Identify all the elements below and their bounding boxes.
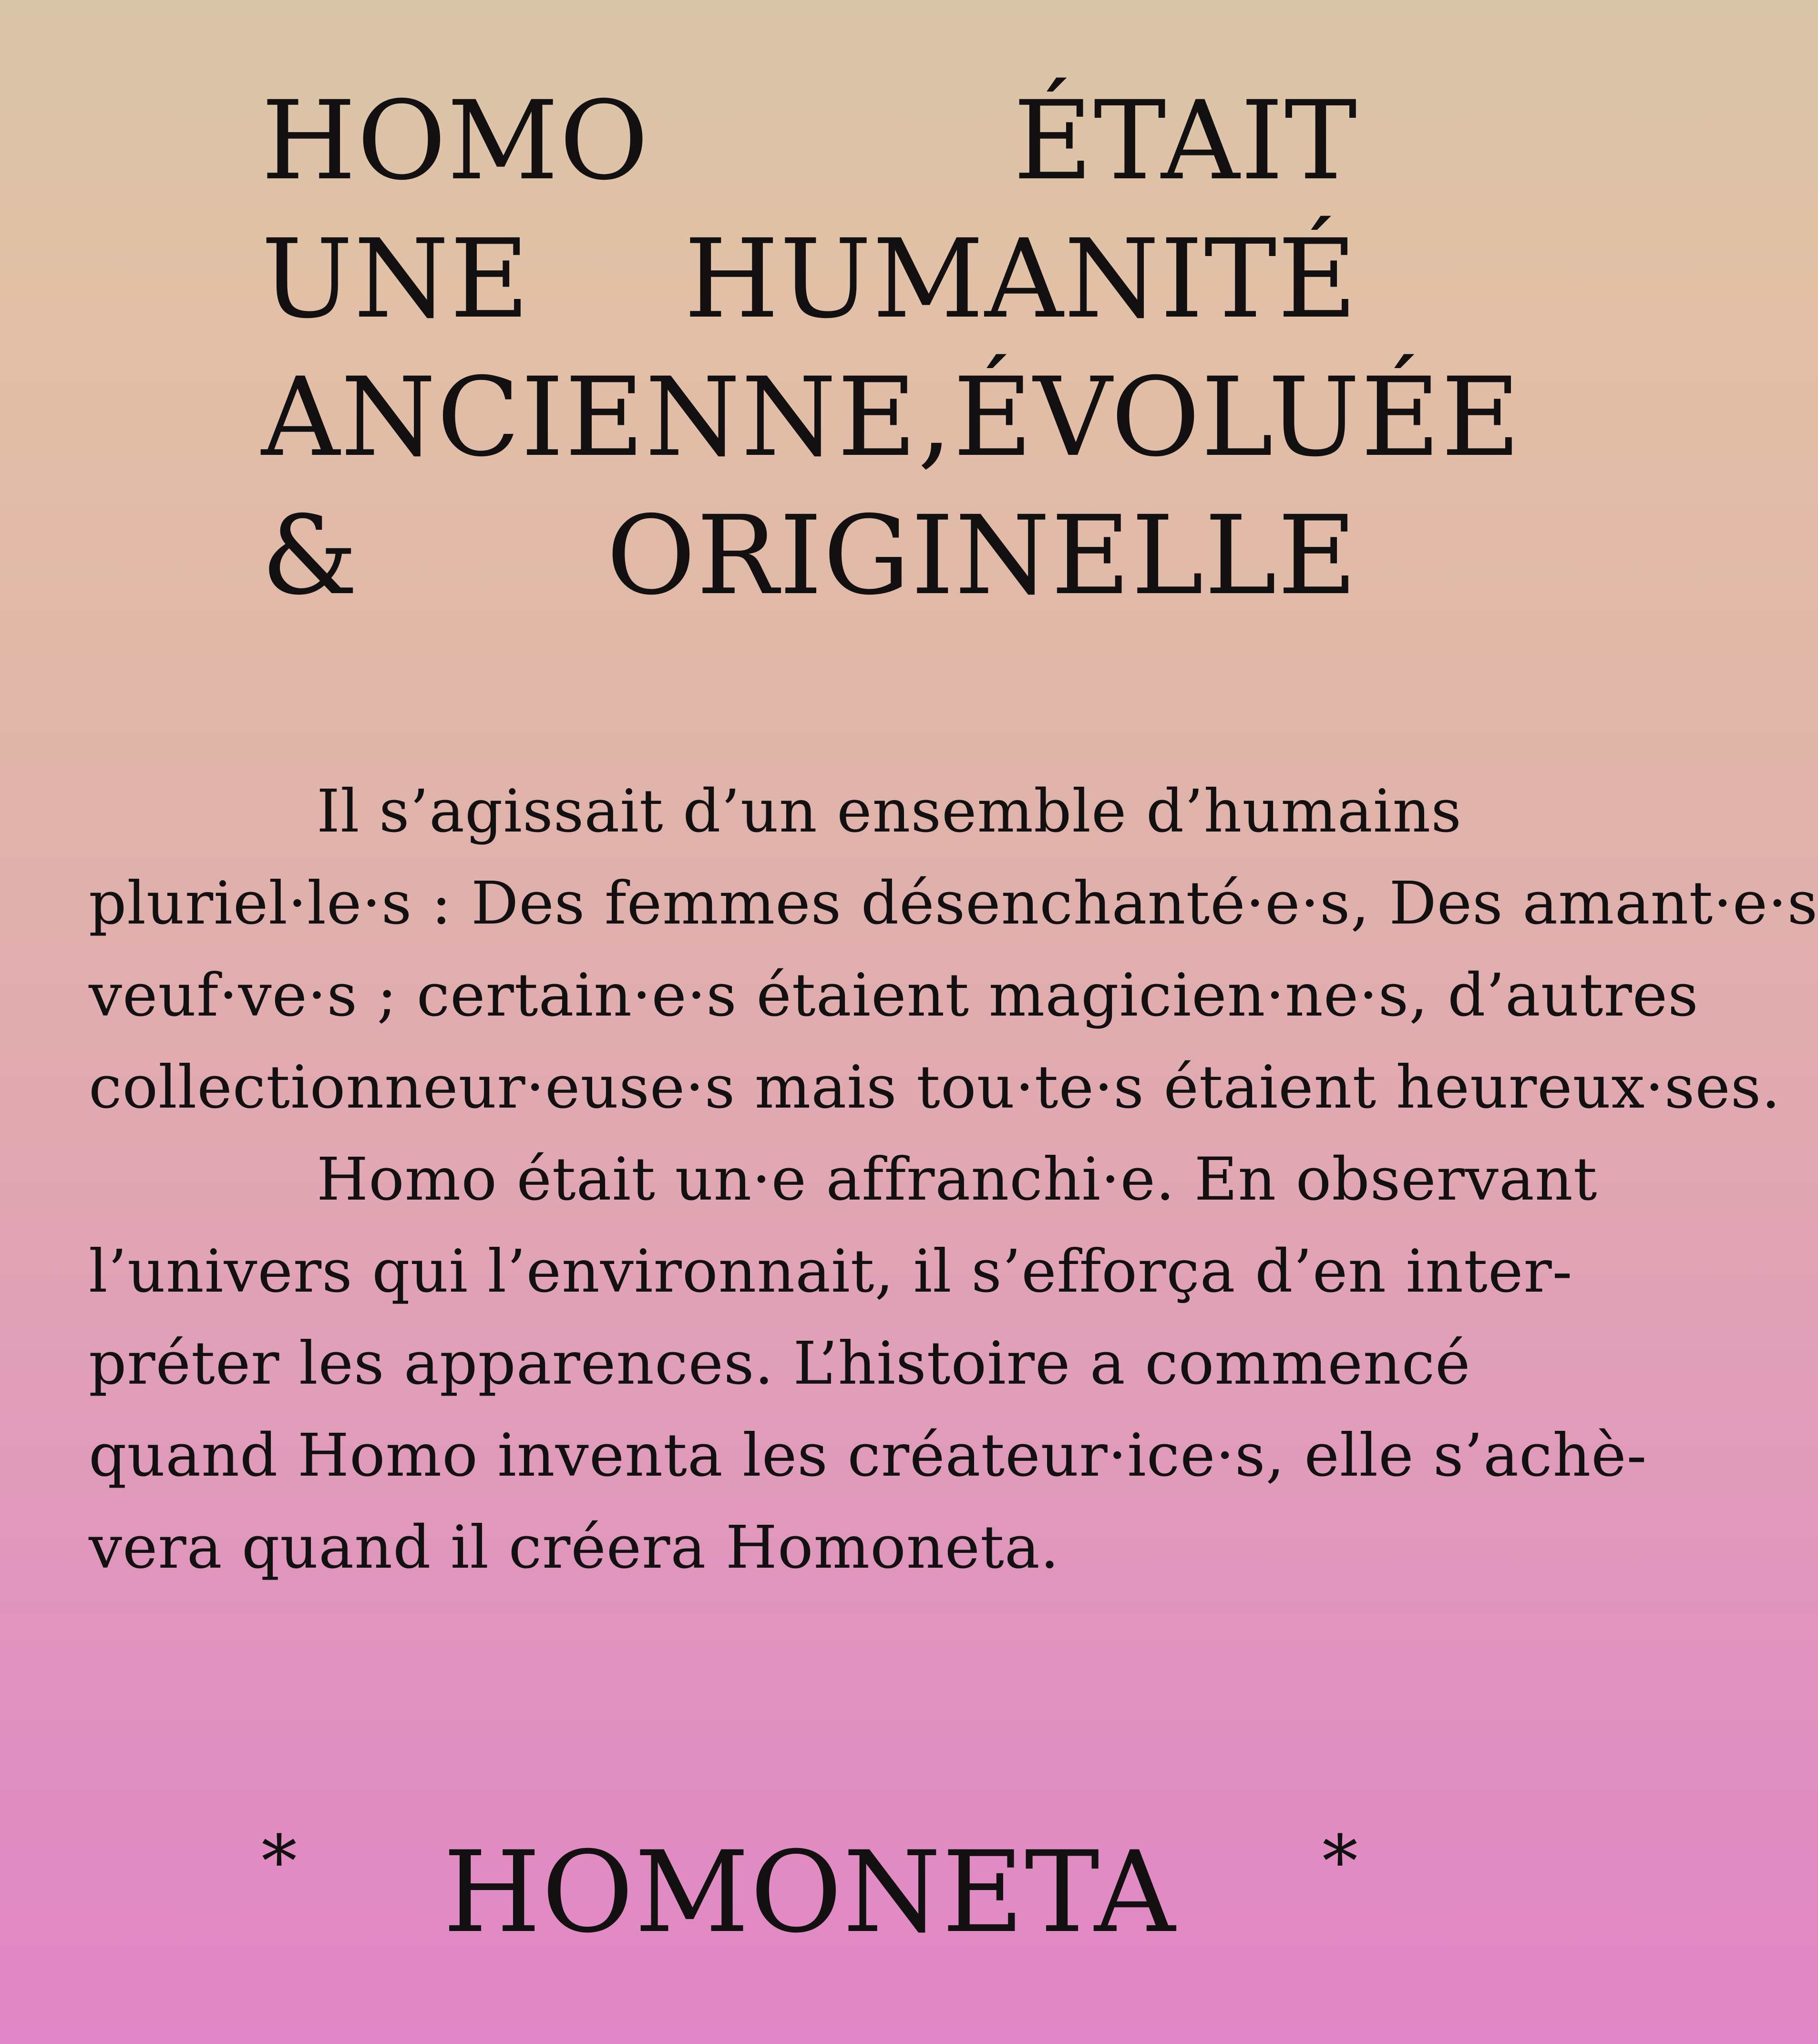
text-line: collectionneur·euse·s mais tou·te·s étaient heureux·ses.	[89, 1053, 1781, 1122]
paragraph	[89, 1134, 1647, 1594]
text-line: veuf·ve·s ; certain·e·s étaient magicien·ne·s, d’autres	[89, 961, 1699, 1030]
text-line: l’univers qui l’environnait, il s’efforça d’en inter-	[89, 1237, 1573, 1306]
headline-row	[261, 72, 1358, 210]
paragraph	[89, 766, 1818, 1134]
headline-word: ÉTAIT	[1013, 77, 1358, 204]
headline-word: ÉVOLUÉE	[953, 354, 1521, 481]
asterisk-left: *	[261, 1820, 297, 1903]
headline-word: UNE	[261, 216, 531, 342]
headline-row	[261, 210, 1358, 348]
headline-word: &	[261, 492, 359, 619]
headline-row	[261, 486, 1358, 625]
headline-word: HUMANITÉ	[684, 216, 1358, 342]
headline-word: HOMO	[261, 77, 650, 204]
text-line: préter les apparences. L’histoire a commencé	[89, 1329, 1471, 1398]
headline-row	[261, 348, 1521, 486]
brand-title: HOMONETA	[443, 1828, 1176, 1958]
text-line: Il s’agissait d’un ensemble d’humains	[317, 777, 1462, 846]
text-line: quand Homo inventa les créateur·ice·s, elle s’achè-	[89, 1421, 1647, 1490]
headline	[261, 72, 1521, 625]
text-line: pluriel·le·s : Des femmes désenchanté·e·s, Des amant·e·s	[89, 869, 1818, 938]
headline-word: ORIGINELLE	[606, 492, 1358, 619]
footer	[261, 1820, 1358, 1958]
text-line: Homo était un·e affranchi·e. En observant	[317, 1145, 1598, 1214]
body-text	[89, 766, 1818, 1594]
text-line: vera quand il créera Homoneta.	[89, 1513, 1060, 1582]
headline-word: ANCIENNE,	[261, 354, 954, 481]
asterisk-right: *	[1322, 1820, 1358, 1903]
